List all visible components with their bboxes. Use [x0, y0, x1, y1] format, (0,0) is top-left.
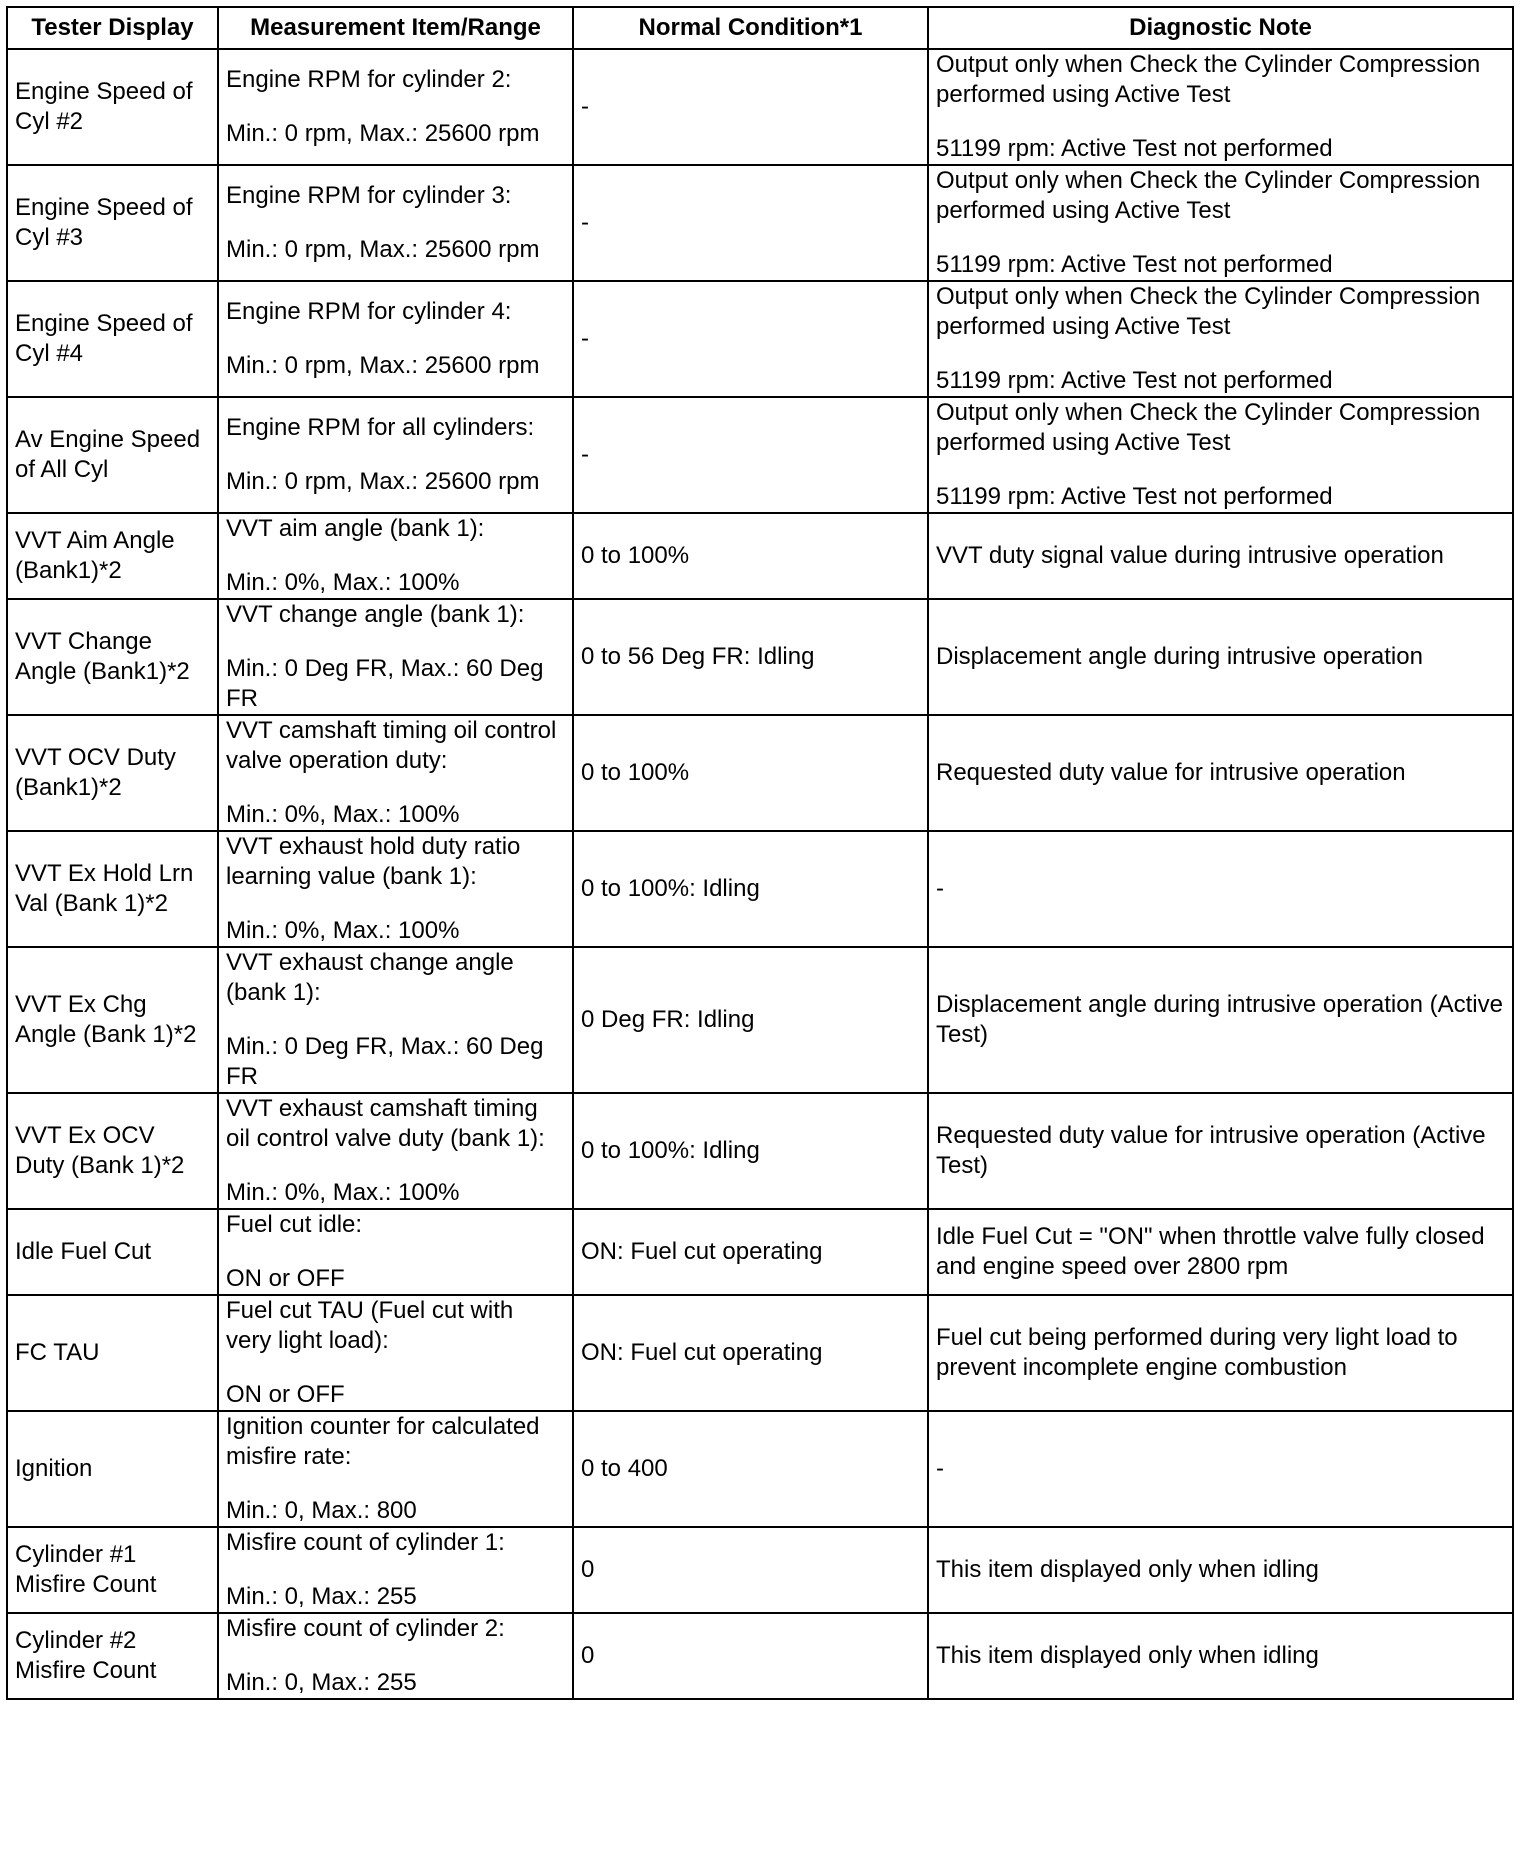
- diagnostic-note-secondary-text: 51199 rpm: Active Test not performed: [936, 135, 1333, 162]
- measurement-item-cell: [218, 1613, 573, 1699]
- measurement-item-text: Misfire count of cylinder 1:: [226, 1529, 505, 1556]
- normal-condition-cell: [573, 397, 928, 513]
- measurement-item-text: VVT exhaust hold duty ratio learning value (bank 1):: [226, 833, 521, 890]
- diagnostic-note-cell: [928, 1411, 1513, 1527]
- diagnostic-note-cell: [928, 947, 1513, 1093]
- tester-display-cell: [7, 947, 218, 1093]
- diagnostic-note-text: VVT duty signal value during intrusive operation: [936, 542, 1444, 569]
- measurement-item-cell: [218, 49, 573, 165]
- table-row: [7, 1093, 1513, 1209]
- table-row: [7, 831, 1513, 947]
- table-row: [7, 1613, 1513, 1699]
- normal-condition-text: -: [581, 325, 589, 352]
- diagnostic-note-text: Displacement angle during intrusive operation (Active Test): [936, 991, 1503, 1048]
- measurement-item-cell: [218, 1209, 573, 1295]
- measurement-item-text: Engine RPM for cylinder 3:: [226, 182, 512, 209]
- table-body: [7, 49, 1513, 1699]
- normal-condition-cell: [573, 1411, 928, 1527]
- measurement-item-text: Ignition counter for calculated misfire rate:: [226, 1413, 540, 1470]
- normal-condition-cell: [573, 715, 928, 831]
- measurement-item-cell: [218, 281, 573, 397]
- diagnostic-note-cell: [928, 1613, 1513, 1699]
- diagnostic-note-cell: [928, 1093, 1513, 1209]
- tester-display-cell: [7, 1527, 218, 1613]
- tester-display-text: Ignition: [15, 1455, 93, 1482]
- diagnostic-note-cell: [928, 49, 1513, 165]
- measurement-item-cell: [218, 1411, 573, 1527]
- header-tester-display: Tester Display: [7, 7, 218, 49]
- tester-display-cell: [7, 281, 218, 397]
- measurement-item-cell: [218, 1295, 573, 1411]
- table-row: [7, 1527, 1513, 1613]
- table-row: [7, 281, 1513, 397]
- tester-display-text: VVT Ex Hold Lrn Val (Bank 1)*2: [15, 860, 194, 917]
- diagnostic-note-text: Output only when Check the Cylinder Compression performed using Active Test: [936, 399, 1481, 456]
- normal-condition-cell: [573, 1093, 928, 1209]
- table-row: [7, 165, 1513, 281]
- measurement-item-text: VVT exhaust camshaft timing oil control valve duty (bank 1):: [226, 1095, 545, 1152]
- tester-display-text: VVT OCV Duty (Bank1)*2: [15, 744, 176, 801]
- measurement-range-text: Min.: 0, Max.: 800: [226, 1497, 417, 1524]
- normal-condition-text: 0 to 100%: [581, 542, 690, 569]
- measurement-item-text: Fuel cut idle:: [226, 1211, 363, 1238]
- tester-display-text: VVT Ex Chg Angle (Bank 1)*2: [15, 991, 197, 1048]
- table-row: [7, 715, 1513, 831]
- tester-display-text: FC TAU: [15, 1339, 100, 1366]
- diagnostic-note-cell: [928, 1295, 1513, 1411]
- diagnostic-note-text: Output only when Check the Cylinder Compression performed using Active Test: [936, 167, 1481, 224]
- normal-condition-cell: [573, 947, 928, 1093]
- tester-display-text: VVT Change Angle (Bank1)*2: [15, 628, 190, 685]
- measurement-item-text: VVT aim angle (bank 1):: [226, 515, 485, 542]
- tester-display-cell: [7, 1613, 218, 1699]
- tester-display-cell: [7, 1295, 218, 1411]
- normal-condition-cell: [573, 1613, 928, 1699]
- measurement-item-cell: [218, 947, 573, 1093]
- measurement-range-text: Min.: 0, Max.: 255: [226, 1583, 417, 1610]
- normal-condition-cell: [573, 49, 928, 165]
- normal-condition-text: 0 to 400: [581, 1455, 668, 1482]
- measurement-range-text: Min.: 0 rpm, Max.: 25600 rpm: [226, 236, 540, 263]
- table-row: [7, 947, 1513, 1093]
- measurement-range-text: Min.: 0 rpm, Max.: 25600 rpm: [226, 468, 540, 495]
- measurement-range-text: Min.: 0%, Max.: 100%: [226, 801, 460, 828]
- normal-condition-cell: [573, 513, 928, 599]
- table-row: [7, 1209, 1513, 1295]
- tester-display-cell: [7, 49, 218, 165]
- measurement-item-cell: [218, 165, 573, 281]
- tester-display-cell: [7, 1209, 218, 1295]
- table-row: [7, 1295, 1513, 1411]
- diagnostic-note-text: -: [936, 875, 944, 902]
- measurement-item-text: VVT camshaft timing oil control valve operation duty:: [226, 717, 557, 774]
- header-row: [7, 7, 1513, 49]
- diagnostic-note-secondary-text: 51199 rpm: Active Test not performed: [936, 367, 1333, 394]
- measurement-range-text: Min.: 0 rpm, Max.: 25600 rpm: [226, 120, 540, 147]
- diagnostic-note-text: Displacement angle during intrusive operation: [936, 643, 1423, 670]
- header-normal-condition: Normal Condition*1: [573, 7, 928, 49]
- measurement-range-text: Min.: 0%, Max.: 100%: [226, 569, 460, 596]
- table-row: [7, 397, 1513, 513]
- measurement-range-text: Min.: 0%, Max.: 100%: [226, 1179, 460, 1206]
- normal-condition-text: 0 to 100%: Idling: [581, 1137, 760, 1164]
- normal-condition-text: 0: [581, 1642, 595, 1669]
- measurement-range-text: Min.: 0 Deg FR, Max.: 60 Deg FR: [226, 655, 544, 712]
- measurement-item-text: VVT exhaust change angle (bank 1):: [226, 949, 514, 1006]
- diagnostic-note-text: This item displayed only when idling: [936, 1642, 1319, 1669]
- normal-condition-cell: [573, 165, 928, 281]
- measurement-item-text: Engine RPM for cylinder 4:: [226, 298, 512, 325]
- normal-condition-text: -: [581, 441, 589, 468]
- tester-display-cell: [7, 831, 218, 947]
- measurement-item-text: Misfire count of cylinder 2:: [226, 1615, 505, 1642]
- table-row: [7, 49, 1513, 165]
- tester-display-text: Av Engine Speed of All Cyl: [15, 426, 201, 483]
- diagnostic-data-table: [6, 6, 1514, 1700]
- normal-condition-cell: [573, 831, 928, 947]
- tester-display-text: Cylinder #1 Misfire Count: [15, 1541, 157, 1598]
- normal-condition-text: ON: Fuel cut operating: [581, 1339, 823, 1366]
- diagnostic-note-text: Idle Fuel Cut = "ON" when throttle valve fully closed and engine speed over 2800 rpm: [936, 1223, 1485, 1280]
- tester-display-cell: [7, 1093, 218, 1209]
- tester-display-cell: [7, 397, 218, 513]
- diagnostic-note-cell: [928, 513, 1513, 599]
- measurement-range-text: Min.: 0 rpm, Max.: 25600 rpm: [226, 352, 540, 379]
- diagnostic-note-cell: [928, 599, 1513, 715]
- tester-display-text: VVT Aim Angle (Bank1)*2: [15, 527, 175, 584]
- tester-display-text: Engine Speed of Cyl #2: [15, 78, 193, 135]
- measurement-item-text: Engine RPM for cylinder 2:: [226, 66, 512, 93]
- measurement-item-text: Engine RPM for all cylinders:: [226, 414, 535, 441]
- measurement-range-text: Min.: 0%, Max.: 100%: [226, 917, 460, 944]
- measurement-item-cell: [218, 715, 573, 831]
- tester-display-cell: [7, 1411, 218, 1527]
- measurement-range-text: Min.: 0 Deg FR, Max.: 60 Deg FR: [226, 1033, 544, 1090]
- normal-condition-cell: [573, 1527, 928, 1613]
- diagnostic-note-text: Requested duty value for intrusive operation (Active Test): [936, 1122, 1486, 1179]
- normal-condition-cell: [573, 599, 928, 715]
- tester-display-text: VVT Ex OCV Duty (Bank 1)*2: [15, 1122, 185, 1179]
- diagnostic-note-cell: [928, 165, 1513, 281]
- header-measurement-item: Measurement Item/Range: [218, 7, 573, 49]
- diagnostic-note-text: This item displayed only when idling: [936, 1556, 1319, 1583]
- tester-display-cell: [7, 165, 218, 281]
- diagnostic-note-text: -: [936, 1455, 944, 1482]
- measurement-item-text: VVT change angle (bank 1):: [226, 601, 525, 628]
- measurement-range-text: Min.: 0, Max.: 255: [226, 1669, 417, 1696]
- measurement-item-cell: [218, 1527, 573, 1613]
- diagnostic-note-cell: [928, 715, 1513, 831]
- normal-condition-text: 0: [581, 1556, 595, 1583]
- measurement-range-text: ON or OFF: [226, 1381, 345, 1408]
- tester-display-cell: [7, 599, 218, 715]
- normal-condition-text: 0 to 100%: Idling: [581, 875, 760, 902]
- tester-display-text: Engine Speed of Cyl #3: [15, 194, 193, 251]
- diagnostic-note-text: Output only when Check the Cylinder Compression performed using Active Test: [936, 283, 1481, 340]
- normal-condition-cell: [573, 281, 928, 397]
- measurement-item-cell: [218, 1093, 573, 1209]
- normal-condition-cell: [573, 1209, 928, 1295]
- normal-condition-text: ON: Fuel cut operating: [581, 1238, 823, 1265]
- diagnostic-note-secondary-text: 51199 rpm: Active Test not performed: [936, 251, 1333, 278]
- measurement-item-text: Fuel cut TAU (Fuel cut with very light load):: [226, 1297, 514, 1354]
- measurement-item-cell: [218, 513, 573, 599]
- measurement-item-cell: [218, 599, 573, 715]
- normal-condition-text: -: [581, 209, 589, 236]
- diagnostic-note-cell: [928, 1527, 1513, 1613]
- tester-display-cell: [7, 715, 218, 831]
- tester-display-text: Cylinder #2 Misfire Count: [15, 1627, 157, 1684]
- table-row: [7, 599, 1513, 715]
- diagnostic-note-cell: [928, 831, 1513, 947]
- measurement-item-cell: [218, 397, 573, 513]
- normal-condition-text: 0 to 100%: [581, 759, 690, 786]
- measurement-range-text: ON or OFF: [226, 1265, 345, 1292]
- diagnostic-note-cell: [928, 281, 1513, 397]
- diagnostic-note-text: Requested duty value for intrusive operation: [936, 759, 1406, 786]
- tester-display-text: Engine Speed of Cyl #4: [15, 310, 193, 367]
- normal-condition-text: 0 to 56 Deg FR: Idling: [581, 643, 815, 670]
- measurement-item-cell: [218, 831, 573, 947]
- diagnostic-note-cell: [928, 1209, 1513, 1295]
- normal-condition-text: -: [581, 93, 589, 120]
- header-diagnostic-note: Diagnostic Note: [928, 7, 1513, 49]
- normal-condition-text: 0 Deg FR: Idling: [581, 1006, 755, 1033]
- tester-display-cell: [7, 513, 218, 599]
- diagnostic-note-text: Fuel cut being performed during very light load to prevent incomplete engine combustion: [936, 1324, 1458, 1381]
- table-row: [7, 513, 1513, 599]
- diagnostic-note-secondary-text: 51199 rpm: Active Test not performed: [936, 483, 1333, 510]
- tester-display-text: Idle Fuel Cut: [15, 1238, 152, 1265]
- diagnostic-note-cell: [928, 397, 1513, 513]
- normal-condition-cell: [573, 1295, 928, 1411]
- table-row: [7, 1411, 1513, 1527]
- diagnostic-note-text: Output only when Check the Cylinder Compression performed using Active Test: [936, 51, 1481, 108]
